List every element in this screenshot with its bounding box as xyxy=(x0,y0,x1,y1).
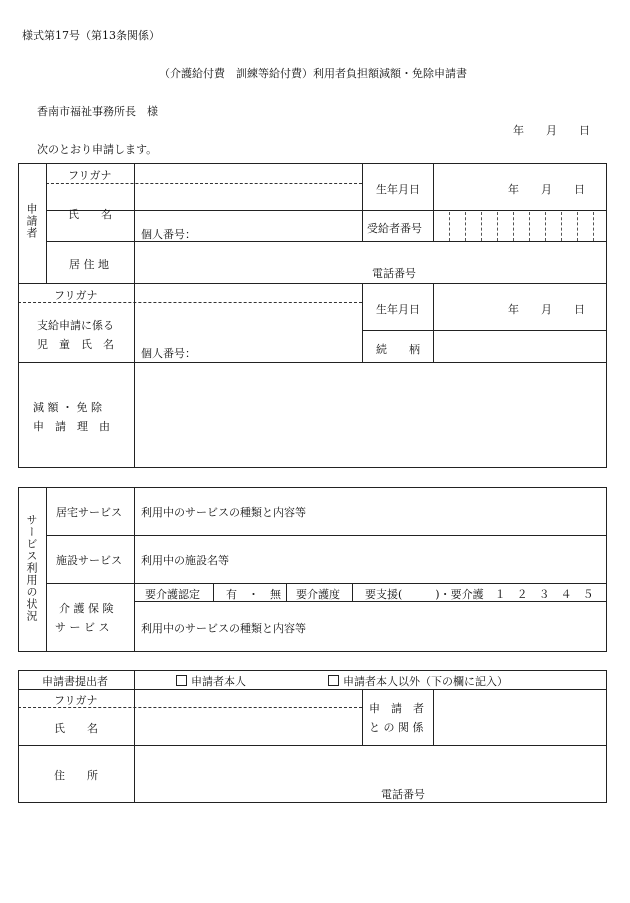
applicant-name-label: 氏 名 xyxy=(68,208,112,221)
child-birth-value: 年 月 日 xyxy=(508,303,585,316)
child-name-label-2: 児 童 氏 名 xyxy=(37,338,114,351)
recipient-number-label: 受給者番号 xyxy=(367,222,422,235)
submitter-relation-label-2: と の 関 係 xyxy=(369,721,424,734)
submitter-name-label: 氏 名 xyxy=(54,722,98,735)
child-relation-label: 続 柄 xyxy=(376,343,420,356)
child-my-number-label: 個人番号： xyxy=(141,347,196,360)
submitter-option-self-label: 申請者本人 xyxy=(191,675,246,688)
submitter-furigana-label: フリガナ xyxy=(54,694,98,707)
intro-text: 次のとおり申請します。 xyxy=(37,143,158,156)
care-yes-no[interactable]: 有 ・ 無 xyxy=(226,588,281,601)
submitter-relation-label-1: 申 請 者 xyxy=(369,702,424,715)
applicant-phone-label: 電話番号 xyxy=(372,267,416,280)
applicant-my-number-label: 個人番号： xyxy=(141,228,196,241)
care-support-levels[interactable]: 要支援( )・要介護 １ ２ ３ ４ ５ xyxy=(365,588,594,601)
addressee: 香南市福祉事務所長 様 xyxy=(37,105,158,118)
care-level-label: 要介護度 xyxy=(296,588,340,601)
care-service-label-1: 介 護 保 険 xyxy=(59,602,114,615)
care-cert-label: 要介護認定 xyxy=(145,588,200,601)
care-service-label-2: サ ー ビ ス xyxy=(55,621,110,634)
child-furigana-label: フリガナ xyxy=(54,289,98,302)
submitter-label: 申請書提出者 xyxy=(42,675,108,688)
facility-service-label: 施設サービス xyxy=(56,554,122,567)
form-title: （介護給付費 訓練等給付費）利用者負担額減額・免除申請書 xyxy=(159,67,467,80)
applicant-address-label: 居 住 地 xyxy=(69,258,109,271)
service-section-label: サービス利用の状況 xyxy=(25,514,38,622)
child-birth-label: 生年月日 xyxy=(376,303,420,316)
submitter-option-other[interactable] xyxy=(328,673,508,689)
applicant-birth-label: 生年月日 xyxy=(376,183,420,196)
form-number: 様式第17号（第13条関係） xyxy=(22,29,160,42)
child-name-label-1: 支給申請に係る xyxy=(37,319,114,332)
submitter-address-label: 住 所 xyxy=(54,769,98,782)
application-date: 年 月 日 xyxy=(513,124,590,137)
home-service-value: 利用中のサービスの種類と内容等 xyxy=(141,506,306,519)
facility-service-value: 利用中の施設名等 xyxy=(141,554,229,567)
home-service-label: 居宅サービス xyxy=(56,506,122,519)
submitter-phone-label: 電話番号 xyxy=(381,788,425,801)
applicant-birth-value: 年 月 日 xyxy=(508,183,585,196)
checkbox-other[interactable] xyxy=(328,675,339,686)
submitter-option-other-label: 申請者本人以外（下の欄に記入） xyxy=(343,675,508,688)
reason-label-1: 減 額 ・ 免 除 xyxy=(33,401,102,414)
applicant-section-label: 申請者 xyxy=(25,203,38,239)
care-service-value: 利用中のサービスの種類と内容等 xyxy=(141,622,306,635)
applicant-furigana-label: フリガナ xyxy=(68,169,112,182)
checkbox-self[interactable] xyxy=(176,675,187,686)
submitter-option-self[interactable] xyxy=(176,673,246,689)
reason-label-2: 申 請 理 由 xyxy=(33,420,110,433)
